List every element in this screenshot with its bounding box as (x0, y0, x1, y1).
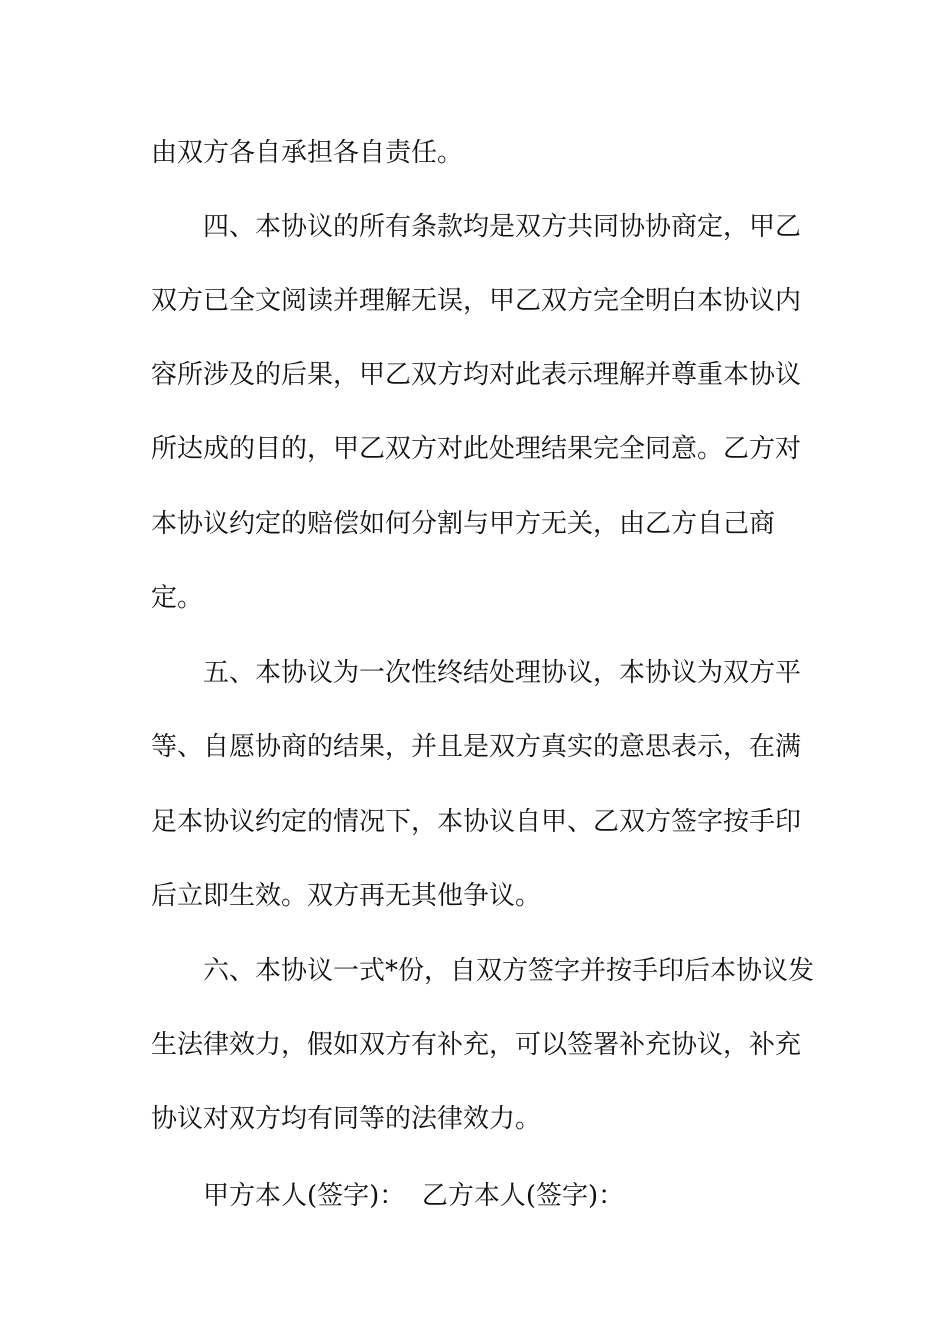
clause-5-line-4: 后立即生效。双方再无其他争议。 (151, 881, 542, 911)
clause-4-line-1: 四、本协议的所有条款均是双方共同协协商定，甲乙 (203, 212, 802, 242)
text-line-1: 由双方各自承担各自责任。 (151, 138, 464, 168)
clause-4-line-2: 双方已全文阅读并理解无误，甲乙双方完全明白本协议内 (151, 286, 802, 316)
clause-6-line-3: 协议对双方均有同等的法律效力。 (151, 1104, 542, 1134)
clause-6-line-2: 生法律效力，假如双方有补充，可以签署补充协议，补充 (151, 1030, 802, 1060)
signature-line: 甲方本人(签字)： 乙方本人(签字)： (203, 1181, 625, 1211)
clause-5-line-1: 五、本协议为一次性终结处理协议，本协议为双方平 (203, 658, 802, 688)
clause-6-line-1: 六、本协议一式*份，自双方签字并按手印后本协议发 (203, 956, 815, 986)
clause-4-line-4: 所达成的目的，甲乙双方对此处理结果完全同意。乙方对 (151, 434, 802, 464)
clause-5-line-2: 等、自愿协商的结果，并且是双方真实的意思表示，在满 (151, 732, 802, 762)
clause-5-line-3: 足本协议约定的情况下，本协议自甲、乙双方签字按手印 (151, 807, 802, 837)
clause-4-line-3: 容所涉及的后果，甲乙双方均对此表示理解并尊重本协议 (151, 360, 802, 390)
clause-4-line-5: 本协议约定的赔偿如何分割与甲方无关，由乙方自己商 (151, 509, 776, 539)
clause-4-line-6: 定。 (151, 583, 204, 613)
